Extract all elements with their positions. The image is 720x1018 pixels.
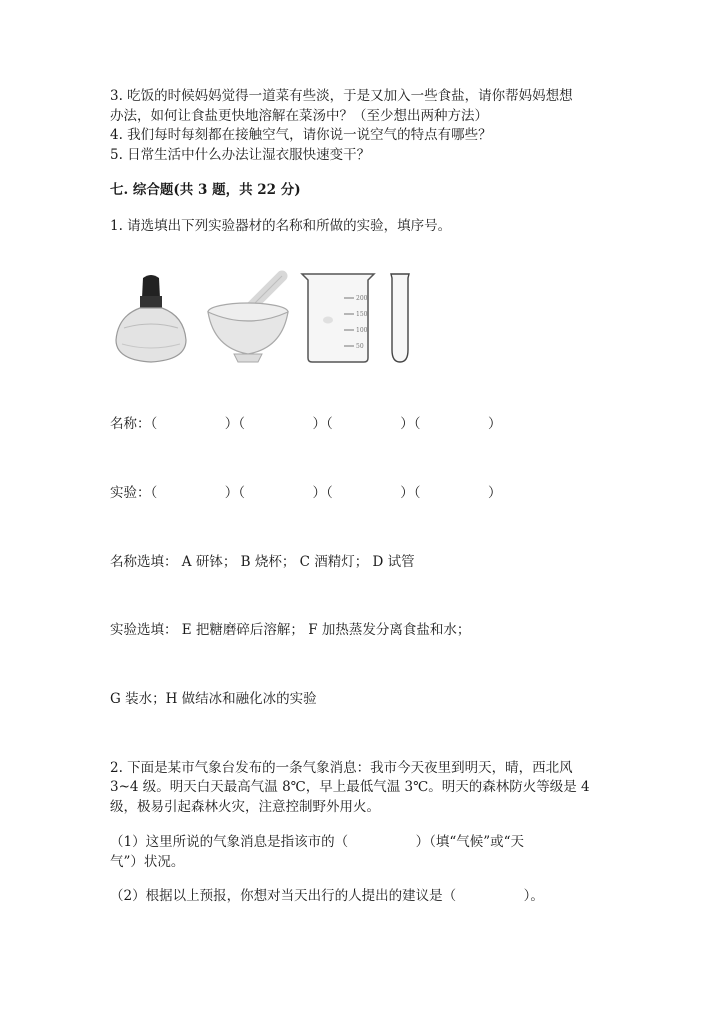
beaker-tick-50: 50 xyxy=(356,343,364,350)
question-4: 4. 我们每时每刻都在接触空气，请你说一说空气的特点有哪些？ xyxy=(110,127,492,143)
beaker-image xyxy=(298,270,378,366)
experiment-answer-row: 实验：（ ）（ ）（ ）（ ） xyxy=(110,485,502,501)
q2-line-3: 级，极易引起森林火灾，注意控制野外用火。 xyxy=(110,799,380,815)
question-5: 5. 日常生活中什么办法让湿衣服快速变干？ xyxy=(110,147,371,163)
q2-sub1-line-1: （1）这里所说的气象消息是指该市的（ ）（填“气候”或“天 xyxy=(110,834,525,850)
beaker-tick-150: 150 xyxy=(356,311,368,318)
section-7-heading: 七. 综合题(共 3 题，共 22 分) xyxy=(110,182,301,198)
q2-sub2: （2）根据以上预报，你想对当天出行的人提出的建议是（ ）。 xyxy=(110,888,544,904)
q2-line-2: 3~4 级。明天白天最高气温 8℃，早上最低气温 3℃。明天的森林防火等级是 4 xyxy=(110,779,590,795)
alcohol-lamp-image xyxy=(110,270,192,366)
question-3-line-2: 办法，如何让食盐更快地溶解在菜汤中？（至少想出两种方法） xyxy=(110,108,488,124)
q2-line-1: 2. 下面是某市气象台发布的一条气象消息：我市今天夜里到明天，晴，西北风 xyxy=(110,760,573,776)
name-answer-row: 名称：（ ）（ ）（ ）（ ） xyxy=(110,416,502,432)
beaker-tick-200: 200 xyxy=(356,295,368,302)
experiment-options: 实验选填： E 把糖磨碎后溶解； F 加热蒸发分离食盐和水； xyxy=(110,622,471,638)
q2-sub1-line-2: 气”）状况。 xyxy=(110,854,185,870)
mortar-and-pestle-image xyxy=(204,270,294,366)
name-options: 名称选填： A 研钵； B 烧杯； C 酒精灯； D 试管 xyxy=(110,554,415,570)
beaker-tick-100: 100 xyxy=(356,327,368,334)
question-3-line-1: 3. 吃饭的时候妈妈觉得一道菜有些淡，于是又加入一些食盐，请你帮妈妈想想 xyxy=(110,88,573,104)
apparatus-figures xyxy=(108,270,418,370)
test-tube-image xyxy=(388,270,412,366)
q1-prompt: 1. 请选填出下列实验器材的名称和所做的实验，填序号。 xyxy=(110,218,452,234)
experiment-options-continued: G 装水；H 做结冰和融化冰的实验 xyxy=(110,691,317,707)
